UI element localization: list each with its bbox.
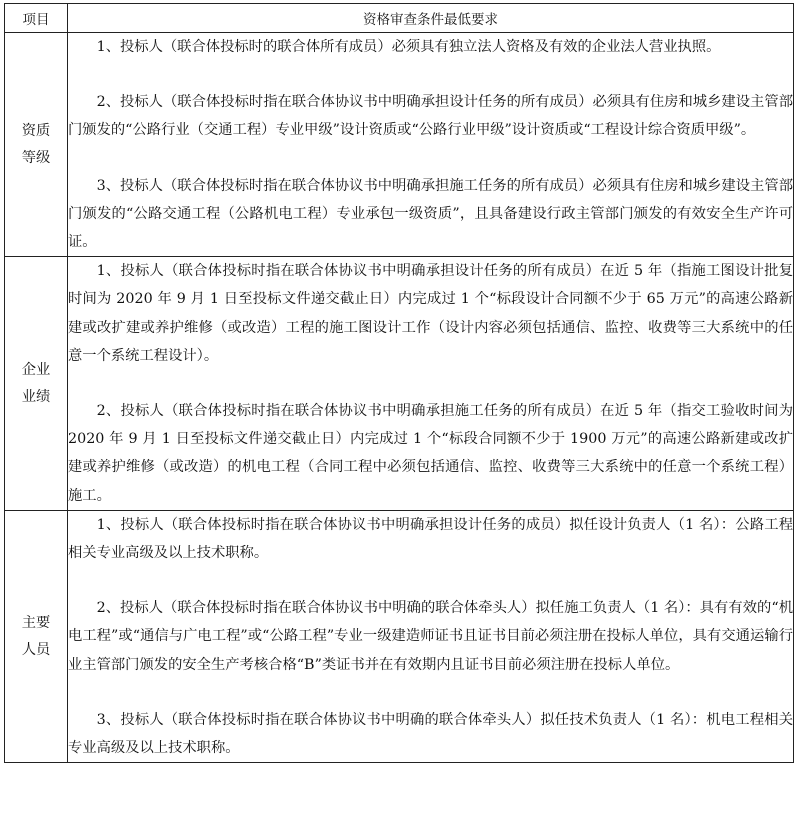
requirement-content (68, 257, 794, 511)
requirement-paragraph: 2、投标人（联合体投标时指在联合体协议书中明确承担施工任务的所有成员）在近 5 年（指交工验收时间为 2020 年 9 月 1 日至投标文件递交截止日）内完成过 1 个“标段合同额不少于 1900 万元”的高速公路新建或改扩建或养护维修（或改造）的机电工程（合同工程中必须包括通信、监控、收费等三大系统中的任意一个系统工程）施工。 (68, 403, 793, 504)
table-row (5, 33, 794, 257)
header-requirements: 资格审查条件最低要求 (68, 4, 794, 33)
requirement-paragraph: 1、投标人（联合体投标时指在联合体协议书中明确承担设计任务的所有成员）在近 5 年（指施工图设计批复时间为 2020 年 9 月 1 日至投标文件递交截止日）内完成过 1 个“标段设计合同额不少于 65 万元”的高速公路新建或改扩建或养护维修（或改造）工程的施工图设计工作（设计内容必须包括通信、监控、收费等三大系统中的任意一个系统工程设计）。 (68, 263, 793, 364)
requirement-paragraph: 1、投标人（联合体投标时的联合体所有成员）必须具有独立法人资格及有效的企业法人营业执照。 (96, 39, 721, 55)
header-row (5, 4, 794, 33)
requirement-paragraph: 3、投标人（联合体投标时指在联合体协议书中明确承担施工任务的所有成员）必须具有住房和城乡建设主管部门颁发的“公路交通工程（公路机电工程）专业承包一级资质”，且具备建设行政主管部门颁发的有效安全生产许可证。 (68, 177, 793, 251)
category-company-performance: 企业 业绩 (5, 257, 68, 511)
requirement-paragraph: 1、投标人（联合体投标时指在联合体协议书中明确承担设计任务的成员）拟任设计负责人（1 名）：公路工程相关专业高级及以上技术职称。 (68, 516, 793, 562)
table-row (5, 510, 794, 762)
requirement-content (68, 33, 794, 257)
table-row (5, 257, 794, 511)
header-item: 项目 (5, 4, 68, 33)
category-qualification-level: 资质 等级 (5, 33, 68, 257)
requirement-paragraph: 2、投标人（联合体投标时指在联合体协议书中明确承担设计任务的所有成员）必须具有住房和城乡建设主管部门颁发的“公路行业（交通工程）专业甲级”设计资质或“公路行业甲级”设计资质或“工程设计综合资质甲级”。 (68, 94, 793, 139)
requirements-table (4, 3, 794, 763)
requirement-paragraph: 2、投标人（联合体投标时指在联合体协议书中明确的联合体牵头人）拟任施工负责人（1 名）：具有有效的“机电工程”或“通信与广电工程”或“公路工程”专业一级建造师证书且证书目前必须注册在投标人单位，具有交通运输行业主管部门颁发的安全生产考核合格“B”类证书并在有效期内且证书目前必须注册在投标人单位。 (68, 600, 793, 673)
requirement-content (68, 510, 794, 762)
category-key-personnel: 主要 人员 (5, 510, 68, 762)
requirement-paragraph: 3、投标人（联合体投标时指在联合体协议书中明确的联合体牵头人）拟任技术负责人（1 名）：机电工程相关专业高级及以上技术职称。 (68, 711, 793, 757)
